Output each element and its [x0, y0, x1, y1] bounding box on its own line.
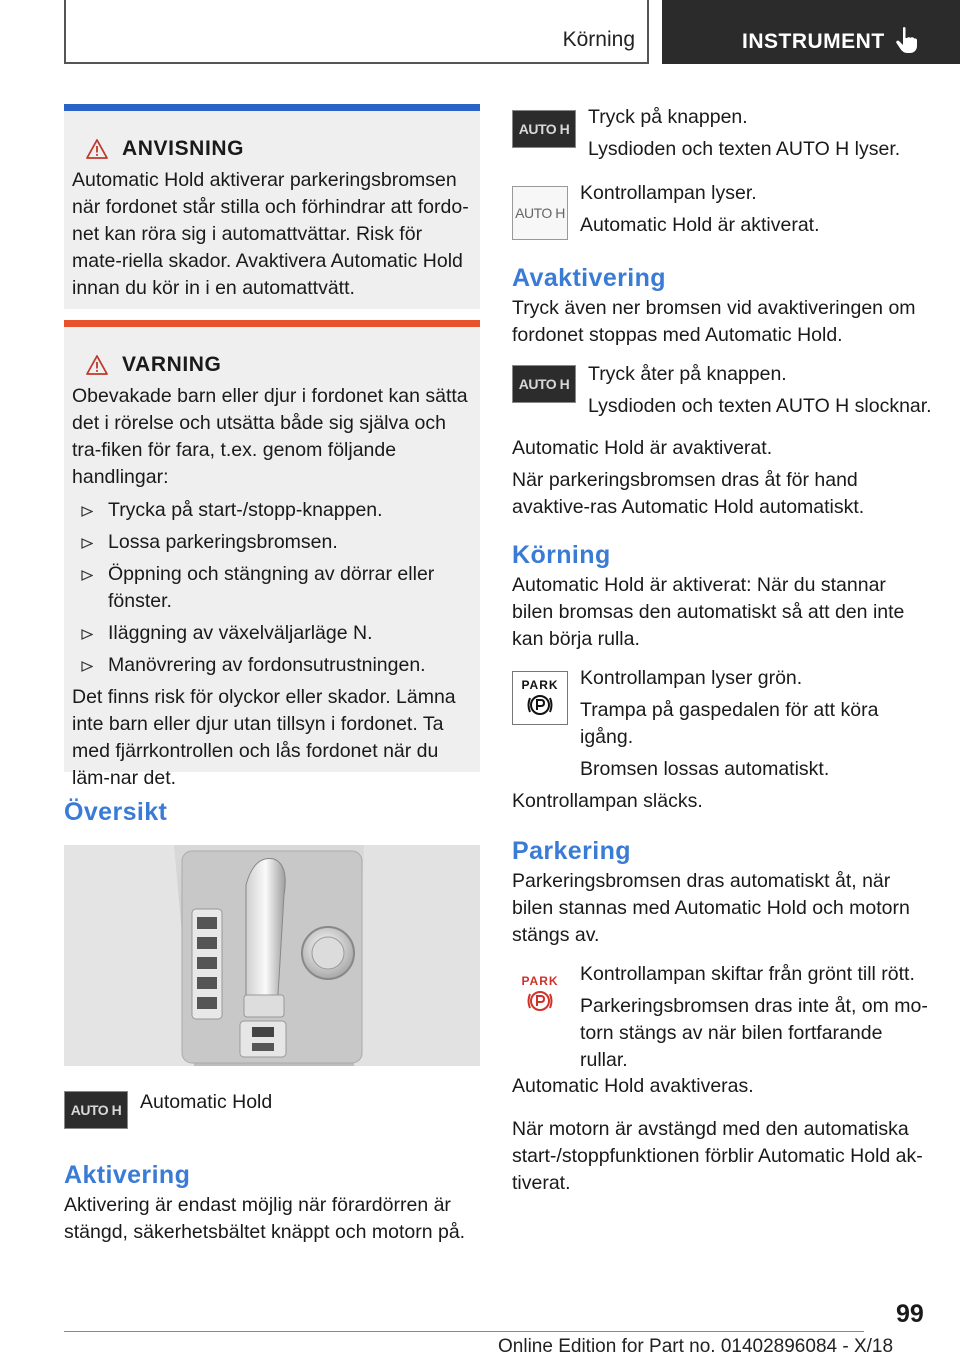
- korning-step: [512, 665, 932, 788]
- step-text: Tryck på knappen.: [588, 106, 748, 128]
- bullet-triangle-icon: [81, 629, 93, 640]
- parkering-text: Parkeringsbromsen dras automatiskt åt, när bilen stannas med Automatic Hold och motorn stängs av.: [512, 870, 910, 946]
- notice-anvisning-title: ANVISNING: [122, 137, 245, 160]
- avaktivering-p1: Automatic Hold är avaktiverat.: [512, 437, 773, 459]
- parking-brake-red-icon: [527, 988, 553, 1014]
- heading-aktivering: Aktivering: [64, 1161, 191, 1189]
- warning-triangle-icon: [86, 355, 108, 375]
- right-column: [512, 104, 932, 1197]
- bullet-triangle-icon: [81, 506, 93, 517]
- page-number: 99: [896, 1300, 924, 1328]
- avaktivering-step: [512, 361, 932, 425]
- header-chapter-title: INSTRUMENT: [742, 30, 885, 53]
- korning-text: Automatic Hold är aktiverat: När du stannar bilen bromsas den automatiskt så att den inte kan börja rulla.: [512, 574, 905, 650]
- notice-varning-title: VARNING: [122, 353, 222, 376]
- parkering-step: [512, 961, 932, 1079]
- aktivering-step1: [512, 104, 932, 168]
- park-red-indicator-icon: PARK: [512, 967, 568, 1021]
- center-console-photo: [64, 845, 480, 1066]
- list-item: Manövrering av fordonsutrustningen.: [72, 652, 472, 679]
- list-item: Lossa parkeringsbromsen.: [72, 529, 472, 556]
- parkering-p1: Automatic Hold avaktiveras.: [512, 1075, 754, 1097]
- step-text: Kontrollampan lyser grön.: [580, 667, 803, 689]
- pointing-hand-icon: [894, 26, 920, 54]
- step-text: Kontrollampan skiftar från grönt till rött.: [580, 963, 915, 985]
- parkering-p2: När motorn är avstängd med den automatiska start-/stoppfunktionen förblir Automatic Hold ak-tiverat.: [512, 1118, 923, 1194]
- step-text: Parkeringsbromsen dras inte åt, om mo-torn stängs av när bilen fortfarande rullar.: [580, 995, 928, 1071]
- korning-after: Kontrollampan släcks.: [512, 790, 703, 812]
- warning-triangle-icon: [86, 139, 108, 159]
- park-indicator-icon: PARK: [512, 671, 568, 725]
- step-text: Automatic Hold är aktiverat.: [580, 214, 820, 236]
- heading-korning: Körning: [512, 541, 611, 569]
- footer-divider: [64, 1331, 864, 1332]
- step-text: Tryck åter på knappen.: [588, 363, 787, 385]
- avaktivering-text: Tryck även ner bromsen vid avaktiveringen om fordonet stoppas med Automatic Hold.: [512, 297, 916, 346]
- notice-anvisning-text: Automatic Hold aktiverar parkeringsbromsen när fordonet står stilla och förhindrar att fordo-net kan röra sig i automattvättar. Risk för mate-riella skador. Avaktivera Automatic Hold innan du kör in i en automattvätt.: [72, 169, 469, 299]
- bullet-triangle-icon: [81, 570, 93, 581]
- notice-varning-list: [72, 497, 472, 679]
- step-text: Trampa på gaspedalen för att köra igång.: [580, 699, 879, 748]
- list-item: Öppning och stängning av dörrar eller fönster.: [72, 561, 472, 615]
- avaktivering-p2: När parkeringsbromsen dras åt för hand avaktive-ras Automatic Hold automatiskt.: [512, 469, 865, 518]
- header-chapter-box: [662, 0, 960, 64]
- notice-varning-intro: Obevakade barn eller djur i fordonet kan sätta det i rörelse och utsätta både sig själva och tra-fiken för fara, t.ex. genom följande handlingar:: [72, 385, 468, 488]
- bullet-triangle-icon: [81, 538, 93, 549]
- aktivering-step2: [512, 180, 932, 244]
- aktivering-text: Aktivering är endast möjlig när förardörren är stängd, säkerhetsbältet knäppt och motorn på.: [64, 1194, 466, 1243]
- auto-h-indicator-icon: AUTO H: [512, 186, 568, 240]
- oversikt-icon-row: [64, 1091, 480, 1129]
- heading-parkering: Parkering: [512, 837, 631, 865]
- step-text: Bromsen lossas automatiskt.: [580, 758, 830, 780]
- step-text: Lysdioden och texten AUTO H slocknar.: [588, 395, 932, 417]
- notice-varning-outro: Det finns risk för olyckor eller skador. Lämna inte barn eller djur utan tillsyn i fordonet. Ta med fjärrkontrollen och lås fordonet när du läm-nar det.: [72, 686, 456, 789]
- header-section-title: Körning: [562, 28, 635, 51]
- header-section-box: [64, 0, 649, 64]
- heading-oversikt: Översikt: [64, 798, 168, 826]
- notice-anvisning: [64, 104, 480, 309]
- step-text: Lysdioden och texten AUTO H lyser.: [588, 138, 901, 160]
- heading-avaktivering: Avaktivering: [512, 264, 666, 292]
- auto-h-button-icon: AUTO H: [512, 365, 576, 403]
- step-text: Kontrollampan lyser.: [580, 182, 757, 204]
- auto-h-button-icon: AUTO H: [512, 110, 576, 148]
- bullet-triangle-icon: [81, 661, 93, 672]
- footer-edition: Online Edition for Part no. 01402896084 - X/18: [498, 1336, 894, 1357]
- parking-brake-icon: [527, 692, 553, 718]
- auto-h-button-icon: AUTO H: [64, 1091, 128, 1129]
- notice-varning: [64, 320, 480, 789]
- oversikt-icon-label: Automatic Hold: [140, 1091, 273, 1113]
- left-column: [64, 104, 480, 1246]
- list-item: Iläggning av växelväljarläge N.: [72, 620, 472, 647]
- list-item: Trycka på start-/stopp-knappen.: [72, 497, 472, 524]
